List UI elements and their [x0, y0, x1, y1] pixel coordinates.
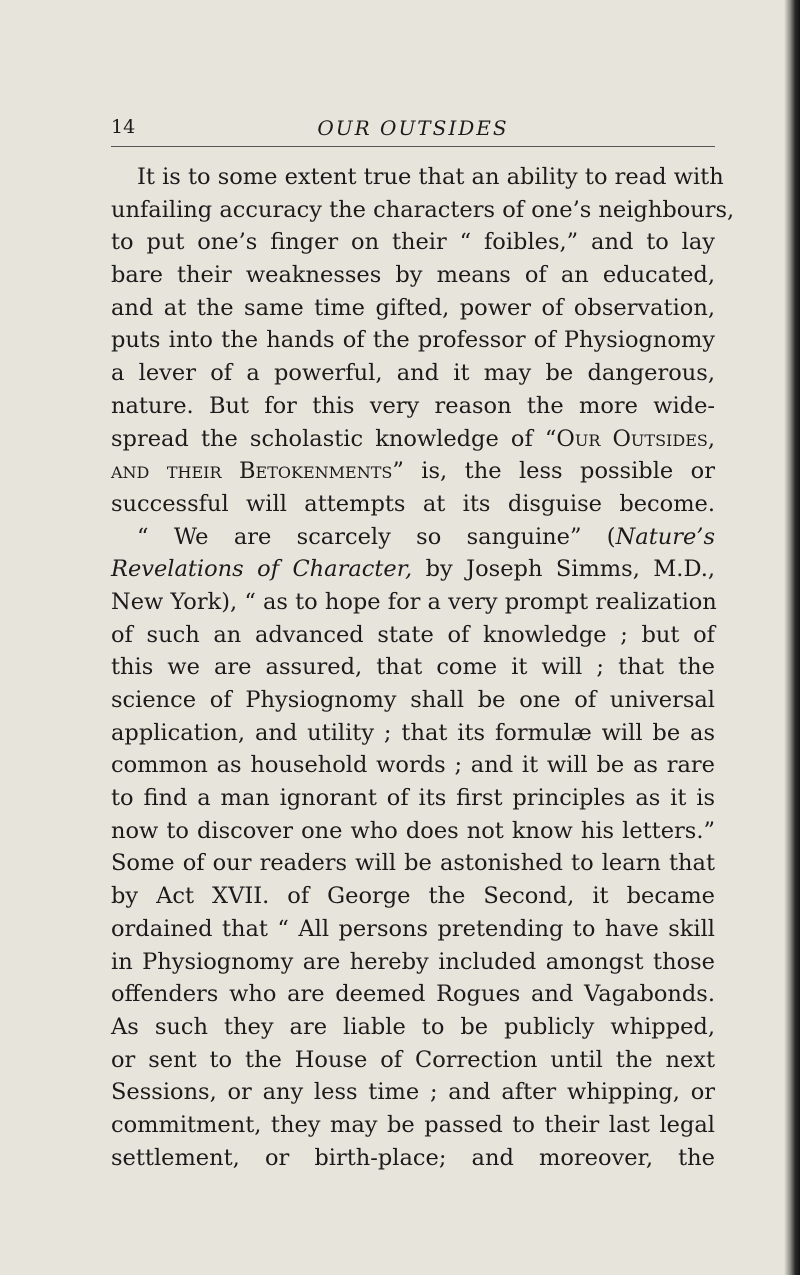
text-line: Sessions, or any less time ; and after whipping, or [111, 1079, 715, 1106]
text-line [111, 455, 715, 488]
text-line: by Act XVII. of George the Second, it became [111, 883, 715, 910]
text-segment: ” is, the less possible or [392, 458, 715, 485]
text-line: commitment, they may be passed to their last legal [111, 1111, 715, 1138]
text-line [111, 521, 715, 554]
text-line: to put one’s finger on their “ foibles,” and to lay [111, 229, 715, 256]
text-line [111, 553, 715, 586]
text-line [111, 423, 715, 456]
text-line: this we are assured, that come it will ; that the [111, 654, 715, 681]
book-spine-shadow [784, 0, 800, 1275]
text-segment: “ We are scarcely so sanguine” ( [137, 523, 616, 550]
text-line: nature. But for this very reason the more wide- [111, 392, 715, 419]
running-title: OUR OUTSIDES [317, 116, 509, 140]
text-line: a lever of a powerful, and it may be dangerous, [111, 360, 715, 387]
text-line: offenders who are deemed Rogues and Vagabonds. [111, 981, 715, 1008]
text-line: successful will attempts at its disguise become. [111, 490, 715, 517]
text-line: now to discover one who does not know his letters.” [111, 817, 715, 844]
text-line: science of Physiognomy shall be one of universal [111, 687, 715, 713]
text-line: As such they are liable to be publicly whipped, [111, 1013, 715, 1040]
text-line: application, and utility ; that its formulæ will be as [111, 719, 715, 746]
cited-title-italic: Revelations of Character, [111, 556, 413, 583]
text-line: and at the same time gifted, power of observation, [111, 294, 715, 321]
text-line: common as household words ; and it will be as rare [111, 752, 715, 779]
text-line: ordained that “ All persons pretending to have skill [111, 915, 715, 942]
text-segment: spread the scholastic knowledge of “ [111, 425, 557, 452]
text-line: unfailing accuracy the characters of one’s neighbours, [111, 196, 735, 223]
text-segment: by Joseph Simms, M.D., [412, 556, 716, 583]
text-line: Some of our readers will be astonished to learn that [111, 850, 715, 877]
text-line: settlement, or birth-place; and moreover, the [111, 1144, 715, 1171]
body-text [111, 161, 735, 1174]
book-title-smallcaps: Our Outsides, [556, 425, 715, 452]
text-line: bare their weaknesses by means of an educated, [111, 262, 715, 289]
text-line: of such an advanced state of knowledge ; but of [111, 621, 715, 648]
text-line: It is to some extent true that an ability to read with [137, 164, 724, 190]
text-line: New York), “ as to hope for a very prompt realization [111, 588, 717, 615]
text-line: in Physiognomy are hereby included amongst those [111, 948, 715, 975]
text-line: puts into the hands of the professor of Physiognomy [111, 327, 715, 354]
page-number: 14 [111, 116, 136, 138]
text-line: or sent to the House of Correction until the next [111, 1046, 715, 1073]
cited-title-italic: Nature’s [615, 523, 715, 550]
page-header [111, 116, 715, 147]
book-title-smallcaps: and their Betokenments [111, 458, 393, 485]
text-line: to find a man ignorant of its first principles as it is [111, 785, 715, 812]
